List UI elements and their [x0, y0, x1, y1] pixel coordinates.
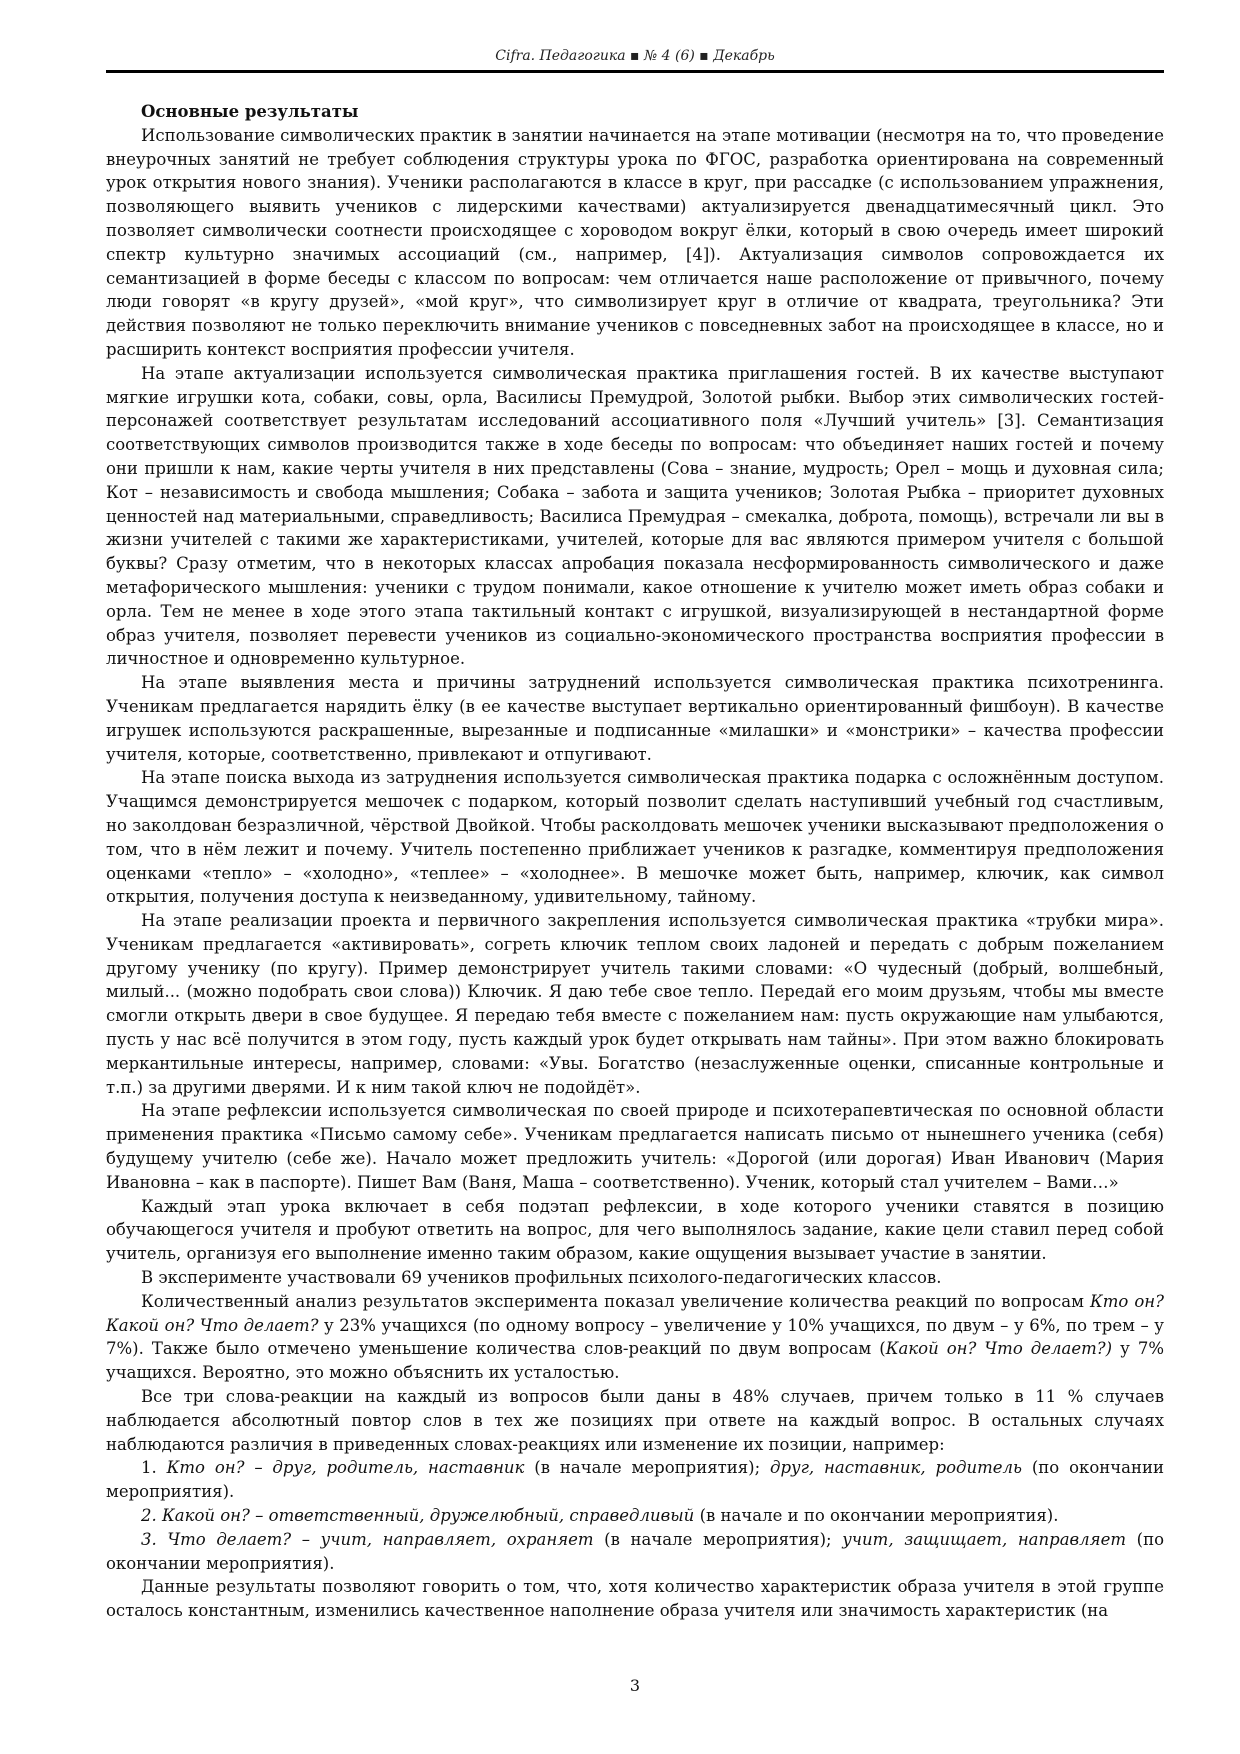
list-item-who: [106, 1456, 1164, 1504]
paragraph-motivation: Использование символических практик в занятии начинается на этапе мотивации (несмотря на то, что проведение внеурочных занятий не требует соблюдения структуры урока по ФГОС, разработка ориентирована на современный урок открытия нового знания). Ученики располагаются в классе в круг, при рассадке (с использованием упражнения, позволяющего выявить учеников с лидерскими качествами) актуализируется двенадцатимесячный цикл. Это позволяет символически соотнести происходящее с хороводом вокруг ёлки, который в свою очередь имеет широкий спектр культурно значимых ассоциаций (см., например, [4]). Актуализация символов сопровождается их семантизацией в форме беседы с классом по вопросам: чем отличается наше расположение от привычного, почему люди говорят «в кругу друзей», «мой круг», что символизирует круг в отличие от квадрата, треугольника? Эти действия позволяют не только переключить внимание учеников с повседневных забот на происходящее в классе, но и расширить контекст восприятия профессии учителя.: [106, 125, 1164, 359]
paragraph-gift: На этапе поиска выхода из затруднения используется символическая практика подарка с осложнённым доступом. Учащимся демонстрируется мешочек с подарком, который позволит сделать наступивший учебный год счастливым, но заколдован безразличной, чёрствой Двойкой. Чтобы расколдовать мешочек ученики высказывают предположения о том, что в нём лежит и почему. Учитель постепенно приближает учеников к разгадке, комментируя предположения оценками «тепло» – «холодно», «теплее» – «холоднее». В мешочке может быть, например, ключик, как символ открытия, получения доступа к неизведанному, удивительному, тайному.: [106, 768, 1164, 907]
running-header: Cifra. Педагогика ▪ № 4 (6) ▪ Декабрь: [495, 48, 775, 64]
paragraph-reflection: На этапе рефлексии используется символическая по своей природе и психотерапевтическая по основной области применения практика «Письмо самому себе». Ученикам предлагается написать письмо от нынешнего ученика (себя) будущему учителю (себе же). Начало может предложить учитель: «Дорогой (или дорогая) Иван Иванович (Мария Ивановна – как в паспорте). Пишет Вам (Ваня, Маша – соответственно). Ученик, который стал учителем – Вами…»: [106, 1101, 1164, 1192]
italic-questions: Кто он? Какой он? Что делает?: [106, 1291, 1164, 1335]
italic-run: друг, наставник, родитель: [770, 1458, 1022, 1478]
paragraph-actualization: На этапе актуализации используется символическая практика приглашения гостей. В их качестве выступают мягкие игрушки кота, собаки, совы, орла, Василисы Премудрой, Золотой рыбки. Выбор этих символических гостей-персонажей соответствует результатам исследований ассоциативного поля «Лучший учитель» [3]. Семантизация соответствующих символов производится также в ходе беседы по вопросам: что объединяет наших гостей и почему они пришли к нам, какие черты учителя в них представлены (Сова – знание, мудрость; Орел – мощь и духовная сила; Кот – независимость и свобода мышления; Собака – забота и защита учеников; Золотая Рыбка – приоритет духовных ценностей над материальными, справедливость; Василиса Премудрая – смекалка, доброта, помощь), встречали ли вы в жизни учителей с такими же характеристиками, учителей, которые для вас являются примером учителя с большой буквы? Сразу отметим, что в некоторых классах апробация показала несформированность символического и даже метафорического мышления: ученики с трудом понимали, какое отношение к учителю может иметь образ собаки и орла. Тем не менее в ходе этого этапа тактильный контакт с игрушкой, визуализирующей в нестандартной форме образ учителя, позволяет перевести учеников из социально-экономического пространства восприятия профессии в личностное и одновременно культурное.: [106, 363, 1164, 669]
text-run: (в начале мероприятия);: [593, 1529, 843, 1549]
italic-run: Кто он? – друг, родитель, наставник: [166, 1458, 525, 1478]
section-heading: Основные результаты: [141, 102, 359, 121]
text-run: Количественный анализ результатов эксперимента показал увеличение количества реакций по вопросам: [141, 1291, 1090, 1311]
page-number: 3: [629, 1676, 641, 1695]
article-body: [106, 100, 1164, 1623]
header-rule: [106, 70, 1164, 73]
text-run: (по окончании мероприятия).: [106, 1458, 1164, 1502]
text-run: (по окончании мероприятия).: [106, 1529, 1164, 1573]
paragraph-difficulties: На этапе выявления места и причины затруднений используется символическая практика психотренинга. Ученикам предлагается нарядить ёлку (в ее качестве выступает вертикально ориентированный фишбоун). В качестве игрушек используются раскрашенные, вырезанные и подписанные «милашки» и «монстрики» – качества профессии учителя, которые, соответственно, привлекают и отпугивают.: [106, 673, 1164, 764]
italic-run: 2. Какой он? – ответственный, дружелюбный, справедливый: [141, 1506, 695, 1526]
paragraph-conclusion: Данные результаты позволяют говорить о том, что, хотя количество характеристик образа учителя в этой группе осталось константным, изменились качественное наполнение образа учителя или значимость характеристик (на: [106, 1577, 1164, 1621]
text-run: у 23% учащихся (по одному вопросу – увеличение у 10% учащихся, по двум – у 6%, по трем – у 7%). Также было отмечено уменьшение количества слов-реакций по двум вопросам (: [106, 1315, 1165, 1359]
text-run: (в начале мероприятия);: [524, 1458, 770, 1478]
italic-run: 3. Что делает? – учит, направляет, охраняет: [141, 1529, 594, 1549]
list-item-what-does: [106, 1528, 1164, 1576]
text-run: (в начале и по окончании мероприятия).: [694, 1506, 1059, 1526]
paragraph-quantitative: [106, 1290, 1164, 1385]
paragraph-sub-reflection: Каждый этап урока включает в себя подэтап рефлексии, в ходе которого ученики ставятся в позицию обучающегося учителя и пробуют ответить на вопрос, для чего выполнялось задание, какие цели ставил перед собой учитель, организуя его выполнение именно таким образом, какие ощущения вызывает участие в занятии.: [106, 1196, 1164, 1264]
text-run: у 7% учащихся. Вероятно, это можно объяснить их усталостью.: [106, 1339, 1165, 1383]
paragraph-peace-pipe: На этапе реализации проекта и первичного закрепления используется символическая практика «трубки мира». Ученикам предлагается «активировать», согреть ключик теплом своих ладоней и передать с добрым пожеланием другому ученику (по кругу). Пример демонстрирует учитель такими словами: «О чудесный (добрый, волшебный, милый... (можно подобрать свои слова)) Ключик. Я даю тебе свое тепло. Передай его моим друзьям, чтобы мы вместе смогли открыть двери в свое будущее. Я передаю тебя вместе с пожеланием нам: пусть окружающие нам улыбаются, пусть у нас всё получится в этом году, пусть каждый урок будет открывать нам тайны». При этом важно блокировать меркантильные интересы, например, словами: «Увы. Богатство (незаслуженные оценки, списанные контрольные и т.п.) за другими дверями. И к ним такой ключ не подойдёт».: [106, 911, 1164, 1097]
italic-run: учит, защищает, направляет: [842, 1529, 1126, 1549]
text-run: 1.: [141, 1458, 167, 1478]
list-item-what-like: [106, 1504, 1164, 1528]
italic-questions: Какой он? Что делает?): [885, 1339, 1113, 1359]
paragraph-reactions: Все три слова-реакции на каждый из вопросов были даны в 48% случаев, причем только в 11 % случаев наблюдается абсолютный повтор слов в тех же позициях при ответе на каждый вопрос. В остальных случаях наблюдаются различия в приведенных словах-реакциях или изменение их позиции, например:: [106, 1387, 1164, 1454]
paragraph-participants: В эксперименте участвовали 69 учеников профильных психолого-педагогических классов.: [141, 1268, 942, 1288]
